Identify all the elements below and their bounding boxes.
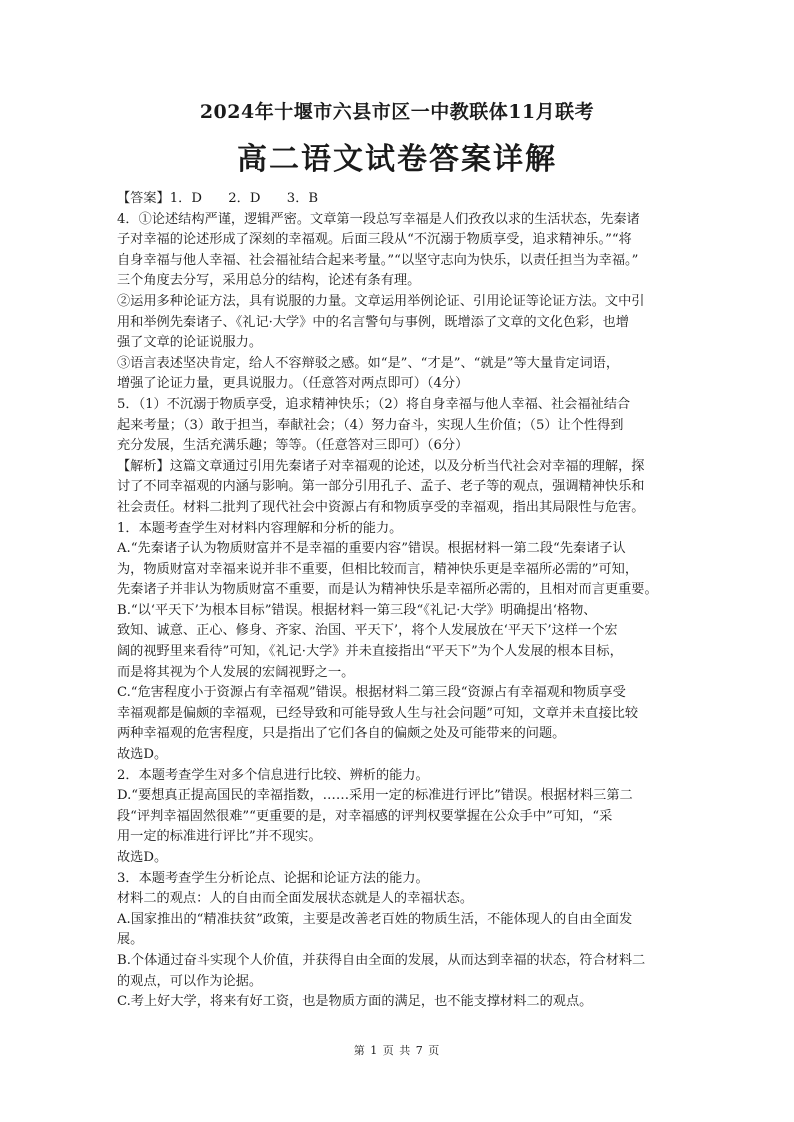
- text-line: 强了文章的论证说服力。: [117, 335, 263, 351]
- text-line: B.个体通过奋斗实现个人价值，并获得自由全面的发展，从而达到幸福的状态，符合材料二: [117, 952, 646, 968]
- text-line: 三个角度去分写，采用总分的结构，论述有条有理。: [117, 273, 421, 289]
- answer-body: [117, 189, 677, 1013]
- text-line: 自身幸福与他人幸福、社会福祉结合起来考量。”“以坚守志向为快乐，以责任担当为幸福。”: [117, 252, 639, 268]
- text-line: 用和举例先秦诸子、《礼记·大学》中的名言警句与事例，既增添了文章的文化色彩，也增: [117, 314, 629, 330]
- text-line: 致知、诚意、正心、修身、齐家、治国、平天下’，将个人发展放在‘平天下’这样一个宏: [117, 623, 618, 639]
- text-line: 的观点，可以作为论据。: [117, 973, 263, 989]
- text-line: 为，物质财富对幸福来说并非不重要，但相比较而言，精神快乐更是幸福所必需的”可知，: [117, 561, 639, 577]
- text-line: 故选D。: [117, 747, 168, 763]
- text-line: 【解析】这篇文章通过引用先秦诸子对幸福观的论述，以及分析当代社会对幸福的理解，探: [117, 458, 645, 474]
- text-line: 幸福观都是偏颇的幸福观，已经导致和可能导致人生与社会问题”可知，文章并未直接比较: [117, 705, 639, 721]
- document-title: 高二语文试卷答案详解: [237, 142, 557, 177]
- page-number: 第 1 页 共 7 页: [353, 1044, 441, 1057]
- text-line: A.“先秦诸子认为物质财富并不是幸福的重要内容”错误。根据材料一第二段“先秦诸子认: [117, 541, 626, 557]
- text-line: B.“以‘平天下’为根本目标”错误。根据材料一第三段“《礼记·大学》明确提出‘格物、: [117, 602, 597, 618]
- text-line: ②运用多种论证方法，具有说服的力量。文章运用举例论证、引用论证等论证方法。文中引: [117, 293, 645, 309]
- text-line: 讨了不同幸福观的内涵与影响。第一部分引用孔子、孟子、老子等的观点，强调精神快乐和: [117, 479, 645, 495]
- text-line: 2．本题考查学生对多个信息进行比较、辨析的能力。: [117, 767, 429, 783]
- text-line: 子对幸福的论述形成了深刻的幸福观。后面三段从“不沉溺于物质享受，追求精神乐。”“将: [117, 232, 632, 248]
- exam-title: 2024年十堰市六县市区一中教联体11月联考: [199, 101, 595, 123]
- text-line: 5．（1）不沉溺于物质享受，追求精神快乐；（2）将自身幸福与他人幸福、社会福祉结合: [117, 396, 631, 412]
- text-line: 1．本题考查学生对材料内容理解和分析的能力。: [117, 520, 403, 536]
- text-line: 增强了论证力量，更具说服力。（任意答对两点即可）（4分）: [117, 376, 469, 392]
- text-line: 阔的视野里来看待”可知，《礼记·大学》并未直接指出“平天下”为个人发展的根本目标，: [117, 644, 623, 660]
- text-line: 两种幸福观的危害程度，只是指出了它们各自的偏颇之处及可能带来的问题。: [117, 726, 566, 742]
- text-line: 起来考量；（3）敢于担当，奉献社会；（4）努力奋斗，实现人生价值；（5）让个性得到: [117, 417, 624, 433]
- text-line: 材料二的观点：人的自由而全面发展状态就是人的幸福状态。: [117, 891, 474, 907]
- text-line: 先秦诸子并非认为物质财富不重要，而是认为精神快乐是幸福所必需的，且相对而言更重要。: [117, 582, 658, 598]
- text-line: ③语言表述坚决肯定，给人不容辩驳之感。如“是”、“才是”、“就是”等大量肯定词语，: [117, 355, 620, 371]
- text-line: 充分发展，生活充满乐趣；等等。（任意答对三即可）（6分）: [117, 438, 469, 454]
- text-line: 社会责任。材料二批判了现代社会中资源占有和物质享受的幸福观，指出其局限性与危害。: [117, 499, 645, 515]
- text-line: 故选D。: [117, 850, 168, 865]
- text-line: C.“危害程度小于资源占有幸福观”错误。根据材料二第三段“资源占有幸福观和物质享受: [117, 685, 626, 701]
- text-line: 而是将其视为个人发展的宏阔视野之一。: [117, 664, 355, 680]
- text-line: 用一定的标准进行评比”并不现实。: [117, 829, 322, 845]
- text-line: 【答案】1．D 2．D 3．B: [117, 191, 319, 206]
- text-line: 展。: [117, 932, 144, 948]
- text-line: A.国家推出的“精准扶贫”政策，主要是改善老百姓的物质生活，不能体现人的自由全面发: [117, 911, 633, 927]
- text-line: D.“要想真正提高国民的幸福指数，……采用一定的标准进行评比”错误。根据材料三第二: [117, 788, 633, 804]
- text-line: 3．本题考查学生分析论点、论据和论证方法的能力。: [117, 870, 429, 886]
- text-line: 4．①论述结构严谨，逻辑严密。文章第一段总写幸福是人们孜孜以求的生活状态，先秦诸: [117, 211, 640, 227]
- text-line: 段“评判幸福固然很难”“更重要的是，对幸福感的评判权要掌握在公众手中”可知，“采: [117, 808, 613, 824]
- text-line: C.考上好大学，将来有好工资，也是物质方面的满足，也不能支撑材料二的观点。: [117, 994, 593, 1010]
